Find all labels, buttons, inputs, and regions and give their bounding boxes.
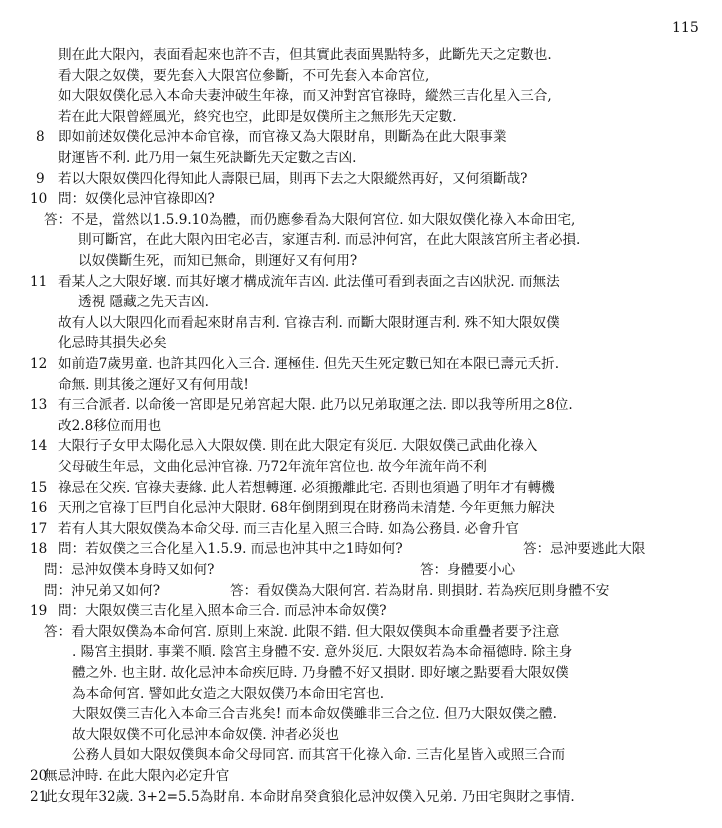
text-line: 問：沖兄弟又如何? [44,583,161,599]
text-line: 改2.8移位而用也 [58,418,162,434]
item-number: 19 [30,603,48,619]
item-number: 11 [30,274,48,290]
text-line: 若有人其大限奴僕為本命父母. 而三吉化星入照三合時. 如為公務員. 必會升官 [58,521,519,537]
item-number: 13 [30,397,48,413]
text-line: . 陽宮主損財. 事業不順. 陰宮主身體不安. 意外災厄. 大限奴若為本命福德時. 除主身 [72,644,573,660]
text-line: 以奴僕斷生死，而知已無命，則運好又有何用? [78,253,358,269]
text-line: 大限奴僕三吉化入本命三合吉兆矣! 而本命奴僕雖非三合之位. 但乃大限奴僕之體. [72,706,557,722]
text-line: 問：大限奴僕三吉化星入照本命三合. 而忌沖本命奴僕? [58,603,387,619]
item-number: 20 [30,768,48,784]
item-number: 15 [30,480,48,496]
text-line: 看某人之大限好壞. 而其好壞才構成流年吉凶. 此法僅可看到表面之吉凶狀況. 而無法 [58,274,560,290]
item-number: 21 [30,789,48,805]
text-line: 若在此大限曾經風光，終究也空，此即是奴僕所主之無形先天定數. [58,109,457,125]
text-line: 若以大限奴僕四化得知此人壽限已屆，則再下去之大限縱然再好，又何須斷哉? [58,171,528,187]
text-line: 問：若奴僕之三合化星入1.5.9. 而忌也沖其中之1時如何? [58,541,403,557]
text-line: 公務人員如大限奴僕與本命父母同宮. 而其宮干化祿入命. 三吉化星皆入或照三合而 [72,747,566,763]
text-line: 答：不是，當然以1.5.9.10為體，而仍應參看為大限何宮位. 如大限奴僕化祿入本命田宅, [44,212,576,228]
text-line: 大限行子女甲太陽化忌入大限奴僕. 則在此大限定有災厄. 大限奴僕己武曲化祿入 [58,438,538,454]
item-number: 8 [36,129,45,145]
text-line: 父母破生年忌，文曲化忌沖官祿. 乃72年流年宮位也. 故今年流年尚不利 [58,459,487,475]
item-number: 18 [30,541,48,557]
text-line: 透視 隱藏之先天吉凶. [78,294,209,310]
text-line: 問：忌沖奴僕本身時又如何? [44,562,215,578]
text-line: 則在此大限內，表面看起來也許不吉，但其實此表面異點特多，此斷先天之定數也. [58,47,552,63]
text-line: 體之外. 也主財. 故化忌沖本命疾厄時. 乃身體不好又損財. 即好壞之點要看大限奴僕 [72,665,569,681]
text-line: 財運皆不利. 此乃用一氣生死訣斷先天定數之吉凶. [58,150,357,166]
text-line: 天刑之官祿丁巨門自化忌沖大限財. 68年倒閉到現在財務尚未清楚. 今年更無力解決 [58,500,555,516]
text-line: 答：看大限奴僕為本命何宮. 原則上來說. 此限不錯. 但大限奴僕與本命重疊者要予注意 [44,624,560,640]
text-line: 為本命何宮. 譬如此女造之大限奴僕乃本命田宅宮也. [72,686,385,702]
item-number: 14 [30,438,48,454]
text-line: 問：奴僕化忌沖官祿即凶? [58,191,215,207]
page-number: 115 [672,20,699,36]
text-line: 故有人以大限四化而看起來財帛吉利. 官祿吉利. 而斷大限財運吉利. 殊不知大限奴僕 [58,315,560,331]
text-line: 則可斷宮，在此大限內田宅必吉，家運吉利. 而忌沖何宮，在此大限該宮所主者必損. [78,232,581,248]
text-line: 故大限奴僕不可化忌沖本命奴僕. 沖者必災也 [72,727,339,743]
item-number: 17 [30,521,48,537]
text-line: 化忌時其損失必矣 [58,335,167,351]
text-line: 無忌沖時. 在此大限內必定升官 [44,768,230,784]
text-line: 此女現年32歲. 3+2=5.5為財帛. 本命財帛癸貪狼化忌沖奴僕入兄弟. 乃田宅與財之事情. [44,789,575,805]
text-line: 祿忌在父疾. 官祿夫妻緣. 此人若想轉運. 必須搬離此宅. 否則也須過了明年才有轉機 [58,480,555,496]
item-number: 9 [36,171,45,187]
text-line: 看大限之奴僕，要先套入大限宮位參斷，不可先套入本命宮位, [58,68,430,84]
text-line: 答：看奴僕為大限何宮. 若為財帛. 則損財. 若為疾厄則身體不安 [230,583,610,599]
item-number: 10 [30,191,48,207]
item-number: 12 [30,356,48,372]
text-line: 如大限奴僕化忌入本命夫妻沖破生年祿，而又沖對宮官祿時，縱然三吉化星入三合, [58,88,552,104]
item-number: 16 [30,500,48,516]
text-line: 答：忌沖要逃此大限 [523,541,646,557]
text-line: 如前造7歲男童. 也許其四化入三合. 運極佳. 但先天生死定數已知在本限已壽元夭折. [58,356,560,372]
text-line: 答：身體要小心 [420,562,516,578]
text-line: 即如前述奴僕化忌沖本命官祿，而官祿又為大限財帛，則斷為在此大限事業 [58,129,507,145]
text-line: 命無. 則其後之運好又有何用哉! [58,377,249,393]
text-line: 有三合派者. 以命後一宮即是兄弟宮起大限. 此乃以兄弟取運之法. 即以我等所用之8位. [58,397,573,413]
